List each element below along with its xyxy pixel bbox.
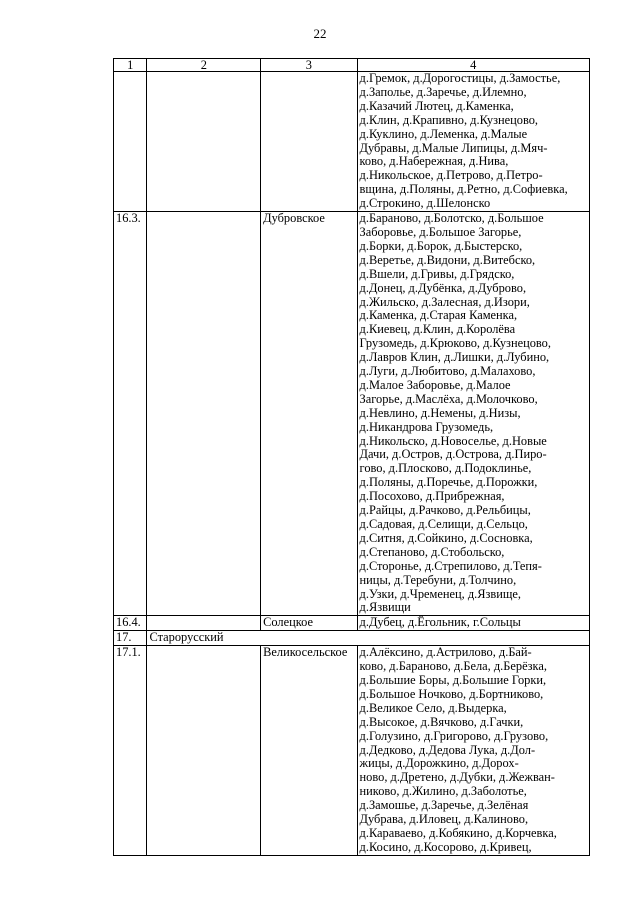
table-header-row — [114, 59, 590, 72]
table-row — [114, 212, 590, 616]
row-number: 16.3. — [114, 212, 147, 616]
village-line: д.Великое Село, д.Выдерка, — [359, 700, 507, 715]
village-line: д.Райцы, д.Рачково, д.Рельбицы, — [359, 503, 531, 518]
village-line: д.Веретье, д.Видони, д.Витебско, — [359, 252, 536, 267]
row-number: 17.1. — [114, 646, 147, 856]
village-line: д.Никольско, д.Новоселье, д.Новые — [359, 433, 547, 448]
district-name — [147, 72, 261, 212]
villages-list — [357, 212, 589, 616]
village-line: д.Голузино, д.Григорово, д.Грузово, — [359, 728, 549, 743]
village-line: д.Садовая, д.Селищи, д.Сельцо, — [359, 517, 528, 531]
district-name — [147, 646, 261, 856]
village-line: д.Ситня, д.Сойкино, д.Сосновка, — [359, 530, 533, 545]
table-row — [114, 616, 590, 631]
header-col-1: 1 — [114, 59, 147, 72]
row-number — [114, 72, 147, 212]
village-line: д.Клин, д.Крапивно, д.Кузнецово, — [359, 112, 539, 127]
village-line: ново, д.Дретено, д.Дубки, д.Жежван- — [359, 770, 555, 785]
villages-list — [357, 72, 589, 212]
village-line: ково, д.Набережная, д.Нива, — [359, 154, 509, 169]
settlement-name — [261, 72, 357, 212]
village-line: д.Никольское, д.Петрово, д.Петро- — [359, 168, 543, 183]
village-line: д.Невлино, д.Немены, д.Низы, — [359, 405, 521, 420]
village-line: д.Косино, д.Косорово, д.Кривец, — [359, 839, 532, 854]
villages-list — [357, 646, 589, 856]
village-line: Дубрава, д.Иловец, д.Калиново, — [359, 812, 529, 827]
village-line: вщина, д.Поляны, д.Ретно, д.Софиевка, — [359, 182, 568, 197]
village-line: д.Киевец, д.Клин, д.Королёва — [359, 322, 516, 337]
village-line: д.Посохово, д.Прибрежная, — [359, 489, 505, 504]
village-line: д.Гремок, д.Дорогостицы, д.Замостье, — [359, 71, 561, 85]
village-line: Дачи, д.Остров, д.Острова, д.Пиро- — [359, 447, 547, 462]
row-number: 16.4. — [114, 616, 147, 631]
village-line: д.Большие Боры, д.Большие Горки, — [359, 672, 547, 687]
table-row — [114, 631, 590, 646]
district-name: Старорусский — [147, 631, 590, 646]
villages-list — [357, 616, 589, 631]
village-line: д.Язвищи — [359, 600, 411, 615]
village-line: Заборовье, д.Большое Загорье, — [359, 224, 522, 239]
header-col-4: 4 — [357, 59, 589, 72]
village-line: д.Высокое, д.Вячково, д.Гачки, — [359, 714, 524, 729]
header-col-2: 2 — [147, 59, 261, 72]
village-line: д.Алёксино, д.Астрилово, д.Бай- — [359, 645, 532, 660]
village-line: д.Казачий Лютец, д.Каменка, — [359, 98, 514, 113]
village-line: Грузомедь, д.Крюково, д.Кузнецово, — [359, 336, 551, 351]
village-line: д.Строкино, д.Шелонско — [359, 196, 491, 211]
village-line: д.Дедково, д.Дедова Лука, д.Дол- — [359, 742, 536, 757]
village-line: д.Степаново, д.Стобольско, — [359, 544, 505, 559]
district-name — [147, 212, 261, 616]
village-line: д.Жильско, д.Залесная, д.Изори, — [359, 294, 530, 309]
village-line: д.Дубец, д.Ёгольник, г.Сольцы — [359, 615, 521, 630]
village-line: д.Бараново, д.Болотско, д.Большое — [359, 211, 544, 226]
table-row — [114, 72, 590, 212]
district-name — [147, 616, 261, 631]
village-line: д.Каменка, д.Старая Каменка, — [359, 308, 518, 323]
village-line: д.Сторонье, д.Стрепилово, д.Тепя- — [359, 558, 542, 573]
row-number: 17. — [114, 631, 147, 646]
village-line: д.Луги, д.Любитово, д.Малахово, — [359, 364, 536, 379]
settlement-name: Солецкое — [261, 616, 357, 631]
village-line: д.Донец, д.Дубёнка, д.Дуброво, — [359, 280, 527, 295]
village-line: гово, д.Плосково, д.Подоклинье, — [359, 461, 532, 476]
village-line: ницы, д.Теребуни, д.Толчино, — [359, 572, 517, 587]
village-line: д.Замошье, д.Заречье, д.Зелёная — [359, 798, 529, 813]
village-line: никово, д.Жилино, д.Заболотье, — [359, 784, 527, 799]
table-row — [114, 646, 590, 856]
village-line: д.Поляны, д.Поречье, д.Порожки, — [359, 475, 538, 490]
village-line: д.Борки, д.Борок, д.Быстерско, — [359, 238, 523, 253]
village-line: Загорье, д.Маслёха, д.Молочково, — [359, 391, 538, 406]
village-line: д.Лавров Клин, д.Лишки, д.Лубино, — [359, 350, 550, 365]
header-col-3: 3 — [261, 59, 357, 72]
page-number: 22 — [313, 26, 327, 41]
village-line: Дубравы, д.Малые Липицы, д.Мяч- — [359, 140, 548, 155]
settlement-name: Великосельское — [261, 646, 357, 856]
village-line: д.Никандрова Грузомедь, — [359, 419, 494, 434]
village-line: д.Узки, д.Чременец, д.Язвище, — [359, 586, 521, 601]
settlement-name: Дубровское — [261, 212, 357, 616]
village-line: д.Куклино, д.Леменка, д.Малые — [359, 126, 528, 141]
village-line: д.Вшели, д.Гривы, д.Грядско, — [359, 266, 515, 281]
village-line: ково, д.Бараново, д.Бела, д.Берёзка, — [359, 659, 547, 674]
village-line: д.Караваево, д.Кобякино, д.Корчевка, — [359, 825, 557, 840]
village-line: д.Заполье, д.Заречье, д.Илемно, — [359, 84, 527, 99]
village-line: жицы, д.Дорожкино, д.Дорох- — [359, 756, 519, 771]
settlements-table — [113, 58, 590, 856]
village-line: д.Малое Заборовье, д.Малое — [359, 377, 511, 392]
village-line: д.Большое Ночково, д.Бортниково, — [359, 686, 544, 701]
